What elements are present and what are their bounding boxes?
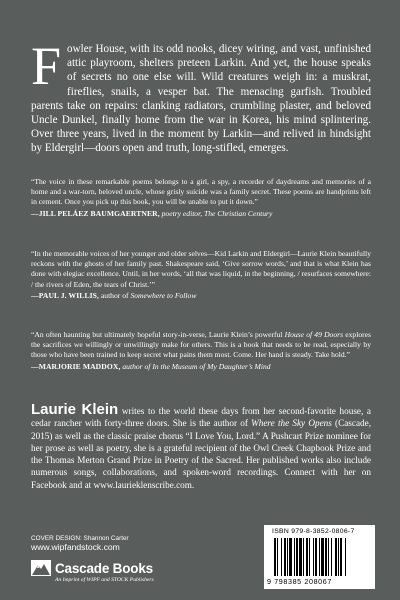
bio-book-title: Where the Sky Opens <box>251 418 332 429</box>
blurb-book-title: In the Museum of My Daughter’s Mind <box>152 361 271 371</box>
blurb-publication: The Christian Century <box>204 208 273 218</box>
synopsis-text: owler House, with its odd nooks, dicey wiring, and vast, unfinished attic playroom, shelters preteen Larkin. And yet, the house speaks of secrets no one else will. Wild creatures weigh in: a muskrat, fireflies, snails, a vesper bat. The menacing garfish. Troubled parents take on repairs: clanking radiators, crumbling plaster, and beloved Uncle Dunkel, finally home from the war in Korea, his mind splintering. Over three years, lived in the moment by Larkin—and relived in hindsight by Eldergirl—doors open and truth, long-stifled, emerges. <box>31 43 371 155</box>
blurb-maddox <box>31 330 371 372</box>
blurb-baumgaertner <box>31 177 371 219</box>
blurb-quote-start: “An often haunting but ultimately hopeful story-in-verse, Laurie Klein’s powerful <box>31 330 283 339</box>
publisher-name: Cascade Books <box>55 560 153 576</box>
publisher-block <box>31 560 161 583</box>
isbn-barcode <box>264 525 375 589</box>
barcode-digits: 9 798385 208067 <box>267 577 332 586</box>
cover-credits <box>31 534 129 552</box>
author-name: Laurie Klein <box>31 401 119 418</box>
blurb-quote: “The voice in these remarkable poems belongs to a girl, a spy, a recorder of daydreams and memories of a home and a war-torn, beloved uncle, whose grisly suicide was a family secret. These poems are handprints left in cement. Once you pick up this book, you will be unable to put it down.” <box>31 177 371 207</box>
blurb-role: author of <box>122 361 151 371</box>
blurb-attribution <box>31 362 371 372</box>
blurb-attribution <box>31 209 371 219</box>
barcode-icon <box>274 538 366 576</box>
cover-design-credit: COVER DESIGN: Shannon Carter <box>31 535 129 542</box>
blurb-attribution <box>31 291 371 301</box>
blurb-role: author of <box>100 290 129 300</box>
synopsis <box>31 36 371 156</box>
isbn-number: ISBN 979-8-3852-0806-7 <box>272 528 355 535</box>
bio-text-start: writes to the world these days from her second-favorite house, a cedar rancher with forty-three doors. She is the author of <box>31 406 372 429</box>
publisher-imprint: An Imprint of WIPF and STOCK Publishers <box>55 577 154 583</box>
bio-text-end: (Cascade, 2015) as well as the classic praise chorus “I Love You, Lord.” A Pushcart Prize nominee for her prose as well as poetry, she is a grateful recipient of the Owl Creek Chapbook Prize and the Thomas Merton Grand Prize in Poetry of the Sacred. Her published works also include numerous songs, collaborations, and spoken-word recordings. Connect with her on Facebook and at www.laurieklenscribe.com. <box>31 418 372 490</box>
blurb-quote-book-title: House of 49 Doors <box>284 330 344 339</box>
author-bio <box>31 401 372 491</box>
blurb-quote: “In the memorable voices of her younger and older selves—Kid Larkin and Eldergirl—Laurie Klein beautifully reckons with the ghosts of her family past. Shakespeare said, ‘Give sorrow words,’ and that is what Klein has done with elegiac excellence. Until, in her words, ‘all that was liquid, in the beginning, / resurfaces somewhere: / the rivers of Eden, the tears of Christ.’” <box>31 249 371 289</box>
blurb-author: —JILL PELÁEZ BAUMGAERTNER, <box>31 208 160 218</box>
blurb-author: —PAUL J. WILLIS, <box>31 290 99 300</box>
drop-cap: F <box>31 36 62 96</box>
blurb-author: —MARJORIE MADDOX, <box>31 361 121 371</box>
mountain-logo-icon <box>31 560 51 576</box>
blurb-quote-end: explores the sacrifices we willingly or unwillingly make for others. This is a book that needs to be read, especially by those who have been trained to keep secret what pains them most. Come. Her hand is steady. Take hold.” <box>31 330 371 360</box>
blurb-role: poetry editor, <box>161 208 203 218</box>
publisher-website: www.wipfandstock.com <box>31 542 120 552</box>
blurb-willis <box>31 249 371 301</box>
blurb-quote <box>31 330 371 361</box>
blurb-book-title: Somewhere to Follow <box>130 290 197 300</box>
